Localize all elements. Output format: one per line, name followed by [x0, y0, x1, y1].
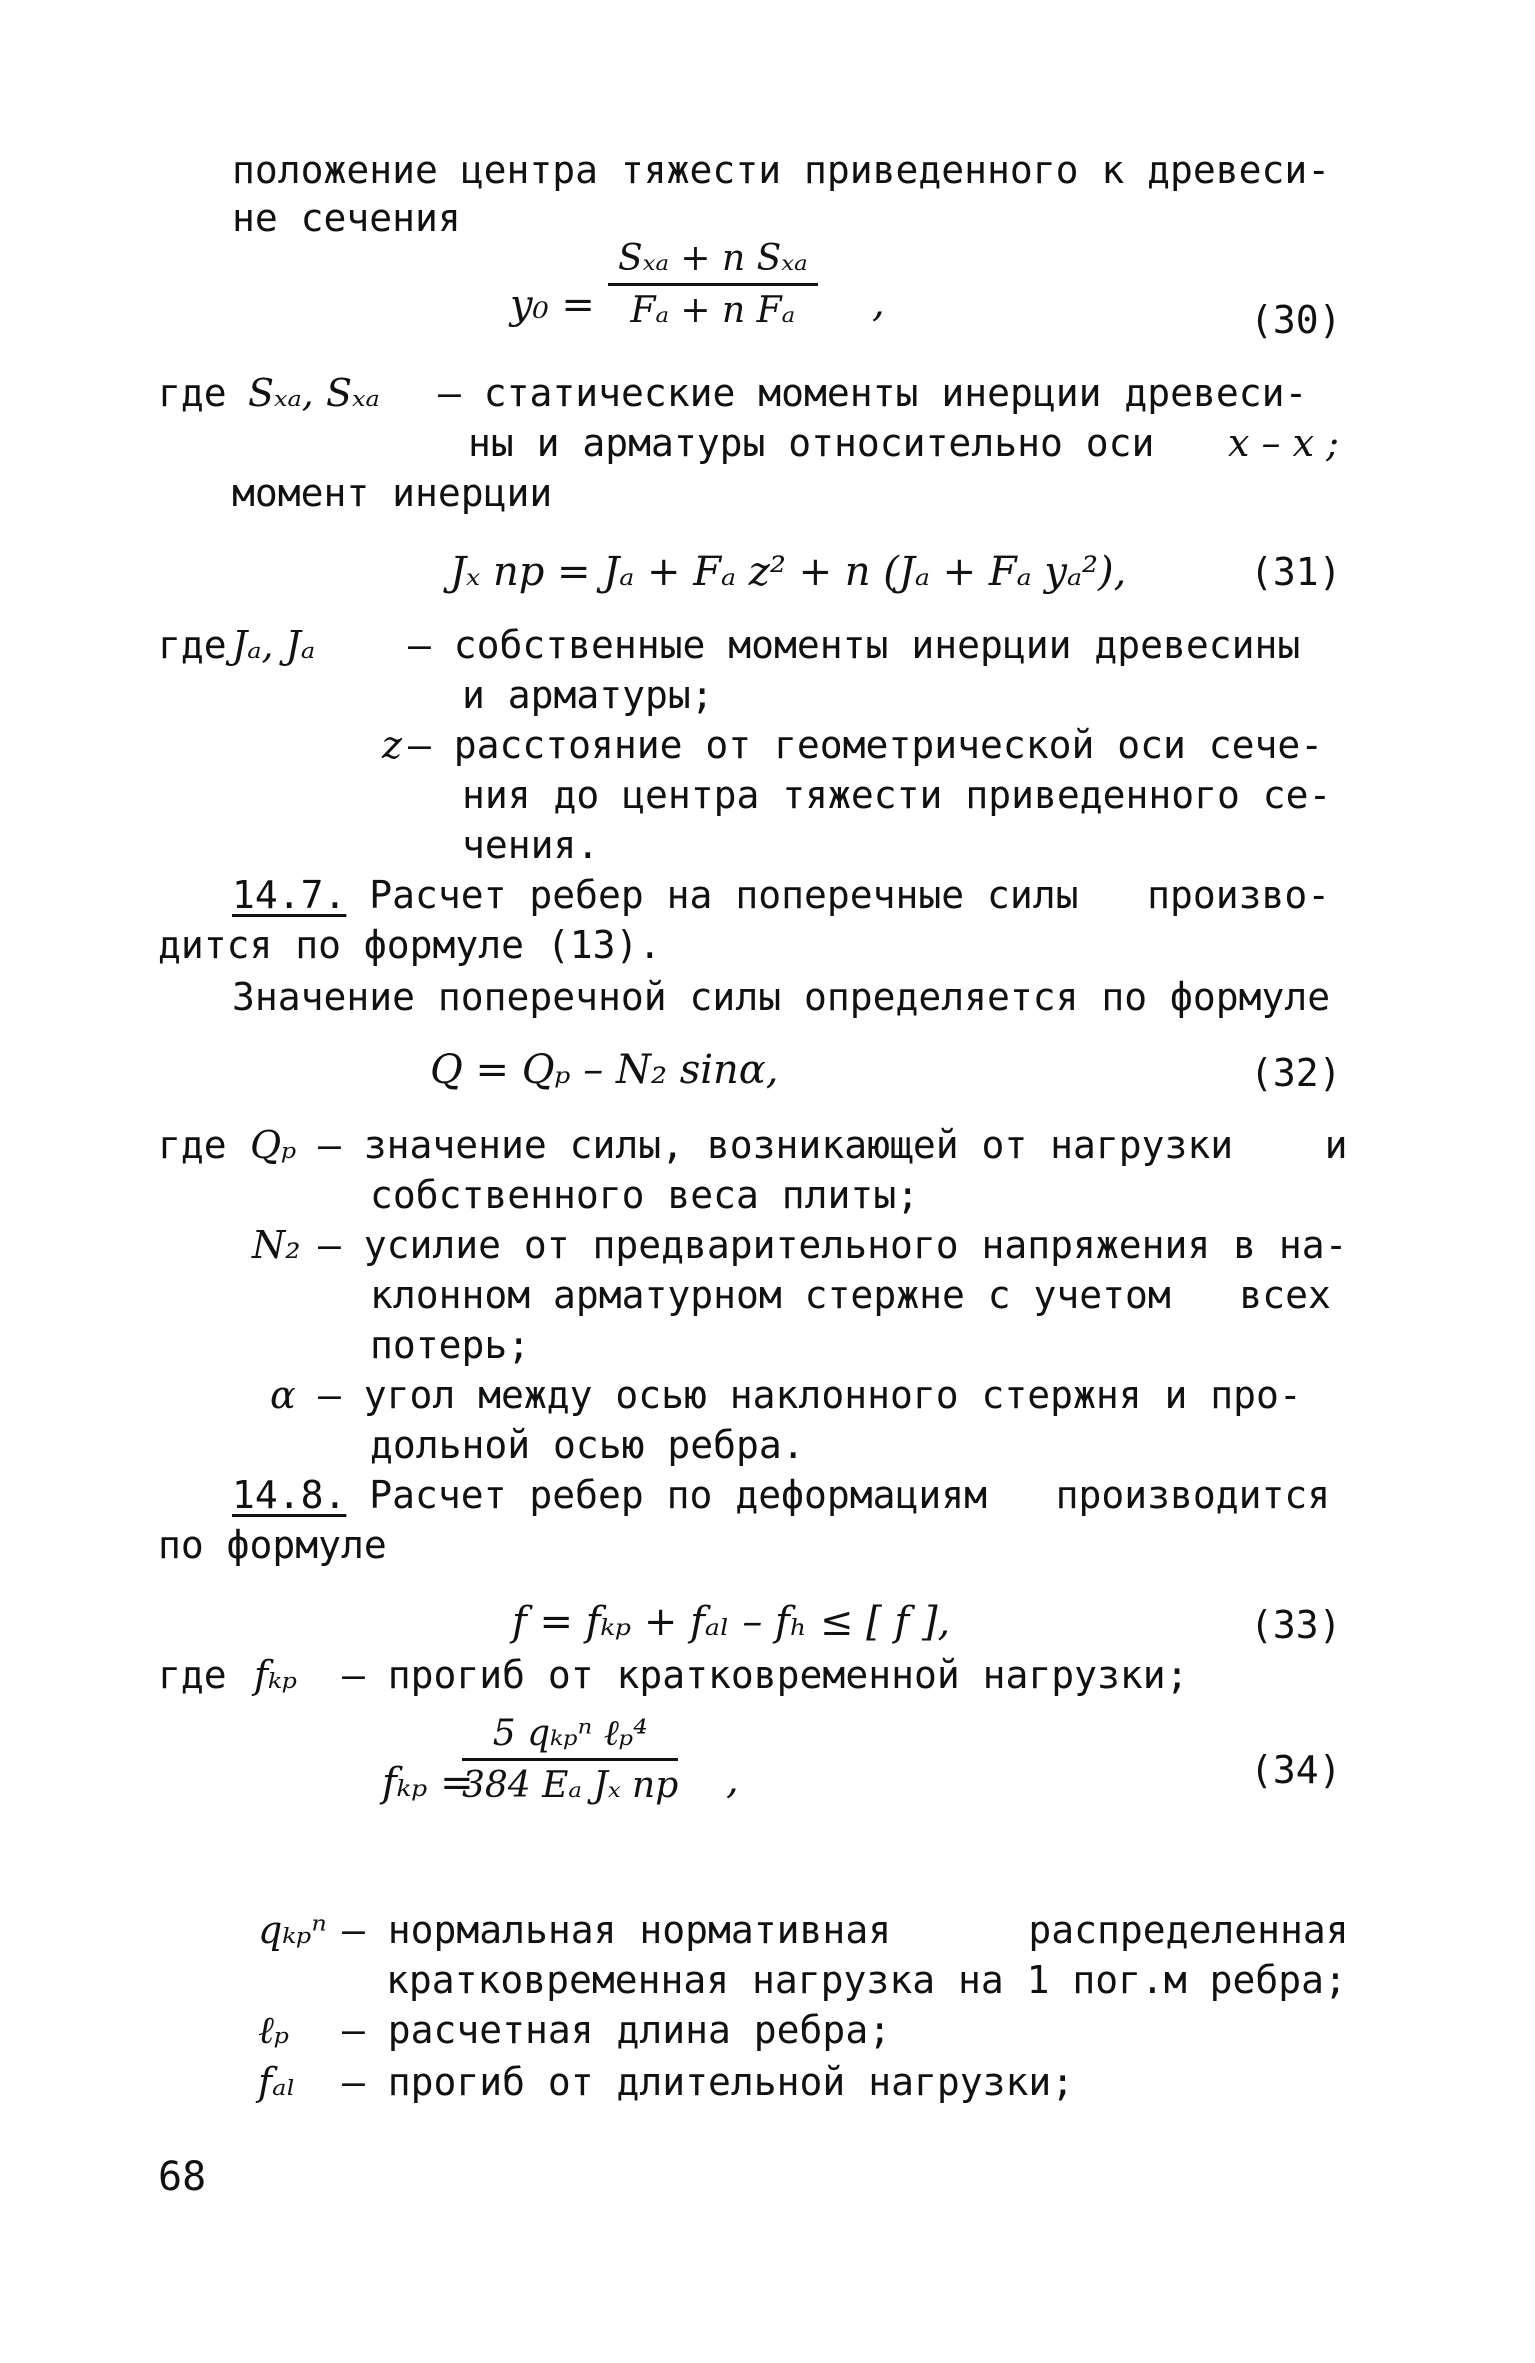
paragraph-14-7	[232, 870, 1330, 920]
formula-34-fraction	[462, 1712, 678, 1806]
paragraph-text: Расчет ребер по деформациям производится	[346, 1473, 1331, 1517]
formula-30-comma: ,	[872, 280, 885, 326]
paragraph-text: Расчет ребер на поперечные силы произво-	[346, 873, 1331, 917]
text-line: – расстояние от геометрической оси сече-	[408, 723, 1324, 767]
text-line: клонном арматурном стержне с учетом всех	[370, 1273, 1331, 1317]
formula-34-lhs: fₖₚ =	[382, 1760, 474, 1806]
formula-30-number: (30)	[1250, 298, 1342, 342]
symbol: fₐₗ	[258, 2060, 296, 2104]
text-line: ния до центра тяжести приведенного се-	[462, 773, 1332, 817]
formula-34-denominator: 384 Eₐ Jₓ пр	[462, 1765, 679, 1806]
text-line: и арматуры;	[462, 673, 714, 717]
symbol: ℓₚ	[258, 2008, 290, 2052]
section-number: 14.7.	[232, 873, 347, 917]
symbol: Qₚ	[250, 1123, 297, 1167]
formula-34-comma: ,	[726, 1757, 739, 1803]
text-line: чения.	[462, 823, 600, 867]
text-line: – угол между осью наклонного стержня и про-	[318, 1373, 1302, 1417]
formula-34-numerator: 5 qₖₚⁿ ℓₚ⁴	[462, 1712, 678, 1761]
formula-30-fraction	[608, 238, 818, 331]
formula-31: Jₓ пр = Jₐ + Fₐ z² + n (Jₐ + Fₐ yₐ²),	[450, 549, 1127, 595]
section-number: 14.8.	[232, 1473, 347, 1517]
text-line: – усилие от предварительного напряжения в на-	[318, 1223, 1348, 1267]
symbol: fₖₚ	[254, 1653, 298, 1697]
formula-31-number: (31)	[1250, 550, 1342, 594]
text-line: где	[158, 623, 227, 667]
formula-32-number: (32)	[1250, 1051, 1342, 1095]
text-line: – прогиб от кратковременной нагрузки;	[342, 1653, 1189, 1697]
text-line: не сечения	[232, 196, 461, 240]
text-line: где	[158, 1653, 227, 1697]
text-line: потерь;	[370, 1323, 531, 1367]
page-number: 68	[158, 2154, 207, 2200]
formula-34-number: (34)	[1250, 1748, 1342, 1792]
symbol: Jₐ, Jₐ	[232, 623, 316, 667]
text-line: – расчетная длина ребра;	[342, 2008, 892, 2052]
text-line: момент инерции	[232, 471, 553, 515]
text-line: – прогиб от длительной нагрузки;	[342, 2060, 1075, 2104]
text-line: – значение силы, возникающей от нагрузки и	[318, 1123, 1348, 1167]
formula-30-denominator: Fₐ + n Fₐ	[630, 290, 796, 331]
text-line: Значение поперечной силы определяется по формуле	[232, 975, 1331, 1019]
text-line: где	[158, 371, 227, 415]
formula-30-lhs: y₀ =	[510, 282, 595, 328]
text-line: – собственные моменты инерции древесины	[408, 623, 1301, 667]
text-line: ны и арматуры относительно оси	[468, 421, 1155, 465]
text-line: положение центра тяжести приведенного к древеси-	[232, 148, 1331, 192]
axis-symbol: x – x ;	[1228, 421, 1339, 465]
formula-33: f = fₖₚ + fₐₗ – fₕ ≤ [ f ],	[512, 1599, 951, 1645]
text-line: – статические моменты инерции древеси-	[438, 371, 1308, 415]
text-line: собственного веса плиты;	[370, 1173, 920, 1217]
text-line: где	[158, 1123, 227, 1167]
symbol: Sₓₐ, Sₓₐ	[248, 371, 380, 415]
symbol: N₂	[252, 1223, 301, 1267]
text-line: – нормальная нормативная распределенная	[342, 1908, 1349, 1952]
formula-33-number: (33)	[1250, 1603, 1342, 1647]
text-line: по формуле	[158, 1523, 387, 1567]
symbol: α	[270, 1373, 296, 1417]
symbol: qₖₚⁿ	[258, 1908, 327, 1952]
symbol: z	[382, 723, 403, 767]
text-line: кратковременная нагрузка на 1 пог.м ребра;	[386, 1958, 1347, 2002]
formula-32: Q = Qₚ – N₂ sinα,	[430, 1047, 779, 1093]
formula-30-numerator: Sₓₐ + n Sₓₐ	[608, 238, 818, 286]
text-line: дится по формуле (13).	[158, 923, 662, 967]
text-line: дольной осью ребра.	[370, 1423, 805, 1467]
paragraph-14-8	[232, 1470, 1330, 1520]
